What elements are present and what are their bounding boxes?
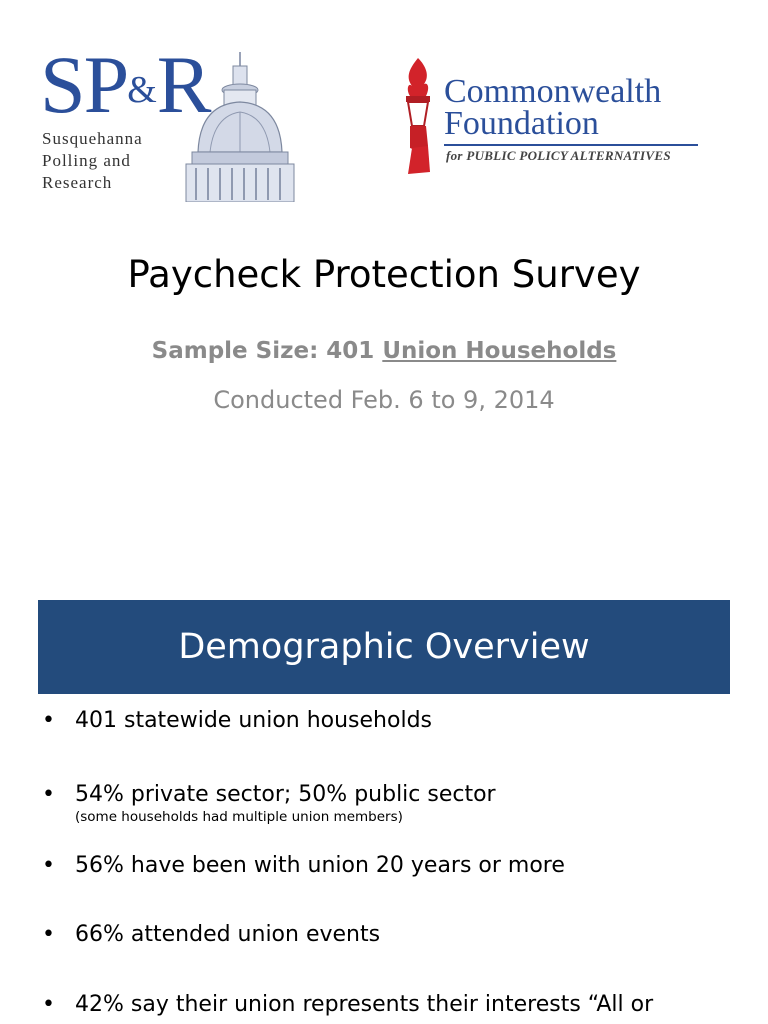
- bullet-footnote: (some households had multiple union members): [75, 809, 403, 825]
- spr-logo: [40, 39, 296, 200]
- commonwealth-foundation-logo: [398, 56, 702, 180]
- bullet-icon: •: [42, 853, 55, 878]
- section-banner: [38, 600, 730, 694]
- bullet-icon: •: [42, 922, 55, 947]
- spr-wordmark: SP&R: [40, 39, 210, 130]
- banner-title: Demographic Overview: [178, 627, 590, 667]
- logo-divider: [444, 144, 698, 146]
- torch-icon: [398, 56, 438, 176]
- commonwealth-wordmark: Commonwealth Foundation: [444, 73, 662, 142]
- slide-title: Paycheck Protection Survey: [127, 253, 641, 296]
- bullet-icon: •: [42, 992, 55, 1017]
- sample-size: Sample Size: 401 Union Households: [151, 338, 617, 364]
- sample-size-link: Union Households: [382, 338, 617, 364]
- spr-subtitle: Susquehanna Polling and Research: [42, 129, 143, 192]
- bullet-icon: •: [42, 708, 55, 733]
- conducted-dates: Conducted Feb. 6 to 9, 2014: [213, 386, 555, 414]
- commonwealth-tagline: for PUBLIC POLICY ALTERNATIVES: [446, 148, 671, 163]
- bullet-icon: •: [42, 782, 55, 807]
